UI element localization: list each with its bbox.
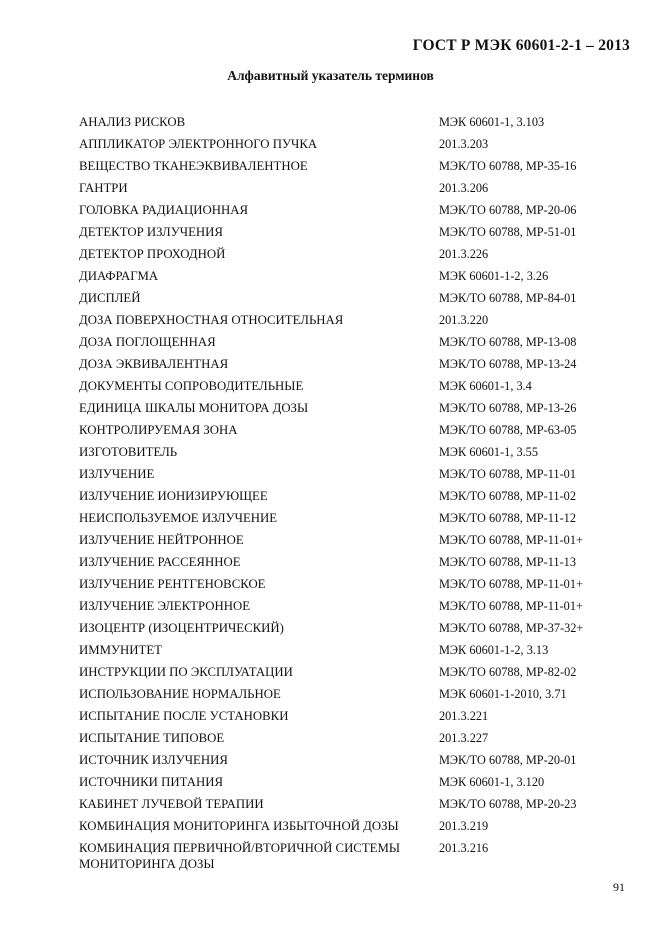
index-reference: МЭК 60601-1, 3.4 [439,379,532,393]
index-term: ДОЗА ПОВЕРХНОСТНАЯ ОТНОСИТЕЛЬНАЯ [79,313,344,327]
index-reference: МЭК/ТО 60788, МР-11-02 [439,489,576,503]
index-reference: 201.3.221 [439,709,489,723]
index-entry [79,246,619,262]
index-term: ИСПЫТАНИЕ ПОСЛЕ УСТАНОВКИ [79,709,289,723]
index-entry [79,114,619,130]
index-term: ДОЗА ПОГЛОЩЕННАЯ [79,335,216,349]
index-term: ДЕТЕКТОР ПРОХОДНОЙ [79,247,226,261]
index-entry [79,224,619,240]
index-entry [79,642,619,658]
index-reference: МЭК/ТО 60788, МР-11-12 [439,511,576,525]
index-term: НЕИСПОЛЬЗУЕМОЕ ИЗЛУЧЕНИЕ [79,511,278,525]
index-term: ИЗЛУЧЕНИЕ ЭЛЕКТРОННОЕ [79,599,251,613]
index-term: ДЕТЕКТОР ИЗЛУЧЕНИЯ [79,225,223,239]
index-reference: МЭК/ТО 60788, МР-20-01 [439,753,577,767]
index-reference: 201.3.226 [439,247,489,261]
index-term: ИЗГОТОВИТЕЛЬ [79,445,178,459]
index-reference: МЭК 60601-1, 3.103 [439,115,545,129]
index-entry [79,312,619,328]
document-header: ГОСТ Р МЭК 60601-2-1 – 2013 [412,37,630,54]
index-entry [79,378,619,394]
index-entry [79,532,619,548]
index-entry [79,510,619,526]
index-reference: МЭК/ТО 60788, МР-11-01+ [439,577,583,591]
page-title: Алфавитный указатель терминов [227,68,434,83]
index-term: ГАНТРИ [79,181,128,195]
index-entry [79,774,619,790]
index-entry [79,554,619,570]
index-term: ИЗЛУЧЕНИЕ РЕНТГЕНОВСКОЕ [79,577,266,591]
index-reference: МЭК/ТО 60788, МР-13-24 [439,357,577,371]
index-reference: МЭК 60601-1, 3.120 [439,775,545,789]
index-reference: МЭК/ТО 60788, МР-84-01 [439,291,577,305]
index-reference: МЭК/ТО 60788, МР-63-05 [439,423,577,437]
index-entry [79,136,619,152]
index-entry [79,818,619,834]
index-entry [79,840,619,872]
index-term: ГОЛОВКА РАДИАЦИОННАЯ [79,203,249,217]
index-reference: МЭК/ТО 60788, МР-20-23 [439,797,577,811]
index-term: ИСПОЛЬЗОВАНИЕ НОРМАЛЬНОЕ [79,687,281,701]
index-term: ДИСПЛЕЙ [79,291,141,305]
index-term: ИЗЛУЧЕНИЕ [79,467,155,481]
index-entry [79,708,619,724]
index-entry [79,620,619,636]
index-term: ИСПЫТАНИЕ ТИПОВОЕ [79,731,225,745]
index-reference: МЭК/ТО 60788, МР-11-01+ [439,599,583,613]
index-reference: МЭК/ТО 60788, МР-13-08 [439,335,577,349]
index-reference: 201.3.220 [439,313,489,327]
index-entry [79,598,619,614]
index-reference: МЭК 60601-1-2, 3.26 [439,269,549,283]
page-number: 91 [613,880,625,894]
index-term: ИЗОЦЕНТР (ИЗОЦЕНТРИЧЕСКИЙ) [79,621,284,635]
index-entry [79,422,619,438]
index-reference: 201.3.206 [439,181,489,195]
index-entry [79,466,619,482]
index-reference: МЭК/ТО 60788, МР-13-26 [439,401,577,415]
index-term: АППЛИКАТОР ЭЛЕКТРОННОГО ПУЧКА [79,137,318,151]
index-term: ИНСТРУКЦИИ ПО ЭКСПЛУАТАЦИИ [79,665,293,679]
index-term: ЕДИНИЦА ШКАЛЫ МОНИТОРА ДОЗЫ [79,401,309,415]
index-reference: МЭК 60601-1-2, 3.13 [439,643,549,657]
index-entry [79,400,619,416]
index-term: ИЗЛУЧЕНИЕ ИОНИЗИРУЮЩЕЕ [79,489,268,503]
index-entry [79,488,619,504]
index-term: ИСТОЧНИК ИЗЛУЧЕНИЯ [79,753,228,767]
index-entry [79,576,619,592]
index-entry [79,268,619,284]
index-term: ИЗЛУЧЕНИЕ НЕЙТРОННОЕ [79,533,244,547]
term-index [79,114,619,878]
index-term: ИММУНИТЕТ [79,643,162,657]
index-term: ИЗЛУЧЕНИЕ РАССЕЯННОЕ [79,555,241,569]
index-reference: МЭК/ТО 60788, МР-37-32+ [439,621,584,635]
index-entry [79,752,619,768]
index-reference: 201.3.216 [439,841,489,855]
index-reference: 201.3.219 [439,819,489,833]
index-reference: МЭК/ТО 60788, МР-20-06 [439,203,577,217]
index-term: ИСТОЧНИКИ ПИТАНИЯ [79,775,224,789]
index-entry [79,158,619,174]
index-term: ДОКУМЕНТЫ СОПРОВОДИТЕЛЬНЫЕ [79,379,304,393]
index-entry [79,796,619,812]
index-entry [79,290,619,306]
index-reference: МЭК/ТО 60788, МР-51-01 [439,225,577,239]
index-entry [79,444,619,460]
index-reference: МЭК/ТО 60788, МР-11-01+ [439,533,583,547]
index-term: АНАЛИЗ РИСКОВ [79,115,186,129]
index-entry [79,730,619,746]
index-reference: МЭК 60601-1, 3.55 [439,445,538,459]
index-reference: 201.3.227 [439,731,489,745]
index-entry [79,202,619,218]
index-reference: МЭК/ТО 60788, МР-11-01 [439,467,576,481]
index-term: КОМБИНАЦИЯ ПЕРВИЧНОЙ/ВТОРИЧНОЙ СИСТЕМЫ МОНИТОРИНГА ДОЗЫ [79,841,401,871]
index-reference: МЭК/ТО 60788, МР-82-02 [439,665,577,679]
index-entry [79,180,619,196]
index-reference: 201.3.203 [439,137,489,151]
index-entry [79,356,619,372]
index-reference: МЭК/ТО 60788, МР-11-13 [439,555,576,569]
index-term: КАБИНЕТ ЛУЧЕВОЙ ТЕРАПИИ [79,797,264,811]
index-entry [79,664,619,680]
index-term: ДИАФРАГМА [79,269,159,283]
index-term: КОНТРОЛИРУЕМАЯ ЗОНА [79,423,238,437]
index-reference: МЭК/ТО 60788, МР-35-16 [439,159,577,173]
index-term: КОМБИНАЦИЯ МОНИТОРИНГА ИЗБЫТОЧНОЙ ДОЗЫ [79,819,399,833]
index-term: ДОЗА ЭКВИВАЛЕНТНАЯ [79,357,229,371]
index-entry [79,686,619,702]
index-entry [79,334,619,350]
index-term: ВЕЩЕСТВО ТКАНЕЭКВИВАЛЕНТНОЕ [79,159,308,173]
index-reference: МЭК 60601-1-2010, 3.71 [439,687,567,701]
